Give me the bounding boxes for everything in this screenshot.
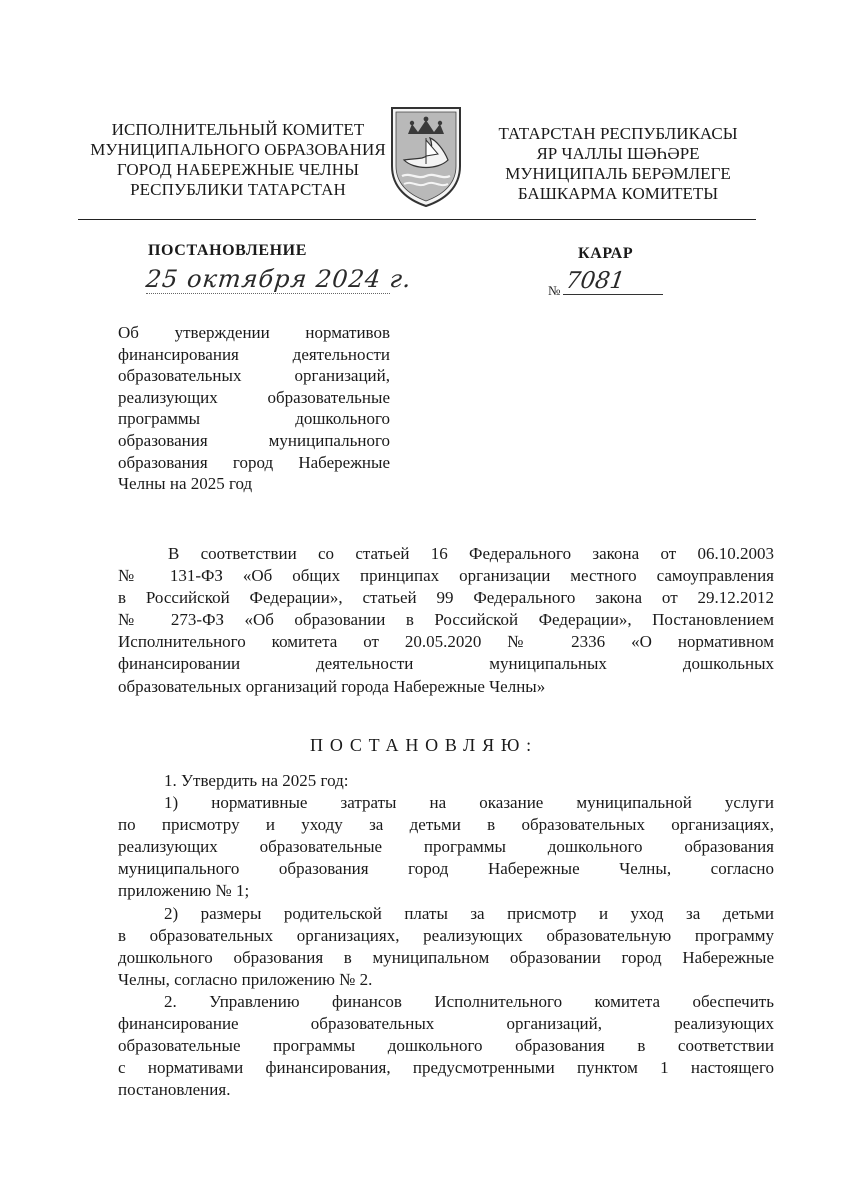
handwritten-date: 25 октября 2024 г.	[144, 265, 414, 293]
item-1-1-line: по присмотру и уходу за детьми в образовательных организациях,	[118, 815, 774, 835]
subject-line: образования город Набережные	[118, 452, 390, 472]
doc-type-title: ПОСТАНОВЛЕНИЕ	[148, 242, 307, 259]
item-1-2-line: 2) размеры родительской платы за присмотр и уход за детьми	[164, 903, 774, 923]
issuer-line: ИСПОЛНИТЕЛЬНЫЙ КОМИТЕТ	[111, 120, 365, 139]
date-underline	[146, 293, 390, 294]
issuer-name-russian	[78, 120, 398, 200]
city-emblem-icon	[386, 104, 466, 208]
item-1: 1. Утвердить на 2025 год:	[164, 771, 349, 790]
preamble-line: финансировании деятельности муниципальных дошкольных	[118, 654, 774, 674]
number-underline	[563, 294, 663, 295]
issuer-line: МУНИЦИПАЛЬ БЕРӘМЛЕГЕ	[505, 164, 731, 183]
item-2-line: с нормативами финансирования, предусмотренными пунктом 1 настоящего	[118, 1058, 774, 1078]
doc-type-title-tatar: КАРАР	[578, 245, 634, 262]
operative-section	[118, 770, 774, 1101]
preamble-line: образовательных организаций города Набережные Челны»	[118, 676, 546, 696]
preamble-paragraph	[118, 543, 774, 698]
item-2-line: постановления.	[118, 1080, 231, 1100]
item-2-line: образовательные программы дошкольного образования в соответствии	[118, 1036, 774, 1056]
item-1-1-line: 1) нормативные затраты на оказание муниципальной услуги	[164, 793, 774, 813]
item-1-2-line: в образовательных организациях, реализующих образовательную программу	[118, 925, 774, 945]
document-subject	[118, 322, 390, 495]
preamble-line: Исполнительного комитета от 20.05.2020 № 2336 «О нормативном	[118, 632, 774, 652]
decree-heading: ПОСТАНОВЛЯЮ:	[310, 735, 538, 755]
subject-line: Челны на 2025 год	[118, 474, 253, 494]
preamble-line: № 131-ФЗ «Об общих принципах организации местного самоуправления	[118, 566, 774, 586]
item-1-1-line: муниципального образования город Набережные Челны, согласно	[118, 859, 774, 879]
issuer-line: ЯР ЧАЛЛЫ ШӘҺӘРЕ	[536, 144, 700, 163]
issuer-line: ТАТАРСТАН РЕСПУБЛИКАСЫ	[498, 124, 738, 143]
item-1-2-line: дошкольного образования в муниципальном образовании город Набережные	[118, 947, 774, 967]
issuer-line: БАШКАРМА КОМИТЕТЫ	[517, 184, 719, 203]
preamble-line: В соответствии со статьей 16 Федерального закона от 06.10.2003	[168, 544, 774, 563]
issuer-line: ГОРОД НАБЕРЕЖНЫЕ ЧЕЛНЫ	[116, 160, 360, 179]
issuer-name-tatar	[488, 124, 748, 204]
preamble-line: № 273-ФЗ «Об образовании в Российской Федерации», Постановлением	[118, 610, 774, 630]
item-2-line: финансирование образовательных организаций, реализующих	[118, 1014, 774, 1034]
number-sign: №	[548, 283, 561, 298]
subject-line: Об утверждении нормативов	[118, 323, 390, 342]
item-1-1-line: реализующих образовательные программы дошкольного образования	[118, 837, 774, 857]
item-2-line: 2. Управлению финансов Исполнительного комитета обеспечить	[164, 991, 774, 1011]
item-1-1-line: приложению № 1;	[118, 881, 250, 901]
subject-line: финансирования деятельности	[118, 344, 390, 364]
header-divider	[78, 219, 756, 220]
handwritten-number: 7081	[564, 268, 627, 294]
subject-line: образования муниципального	[118, 430, 390, 450]
issuer-line: МУНИЦИПАЛЬНОГО ОБРАЗОВАНИЯ	[90, 140, 386, 159]
item-1-2-line: Челны, согласно приложению № 2.	[118, 969, 373, 989]
subject-line: программы дошкольного	[118, 409, 390, 429]
issuer-line: РЕСПУБЛИКИ ТАТАРСТАН	[130, 180, 346, 199]
subject-line: реализующих образовательные	[118, 387, 390, 407]
subject-line: образовательных организаций,	[118, 366, 390, 386]
preamble-line: в Российской Федерации», статьей 99 Федерального закона от 29.12.2012	[118, 588, 774, 608]
